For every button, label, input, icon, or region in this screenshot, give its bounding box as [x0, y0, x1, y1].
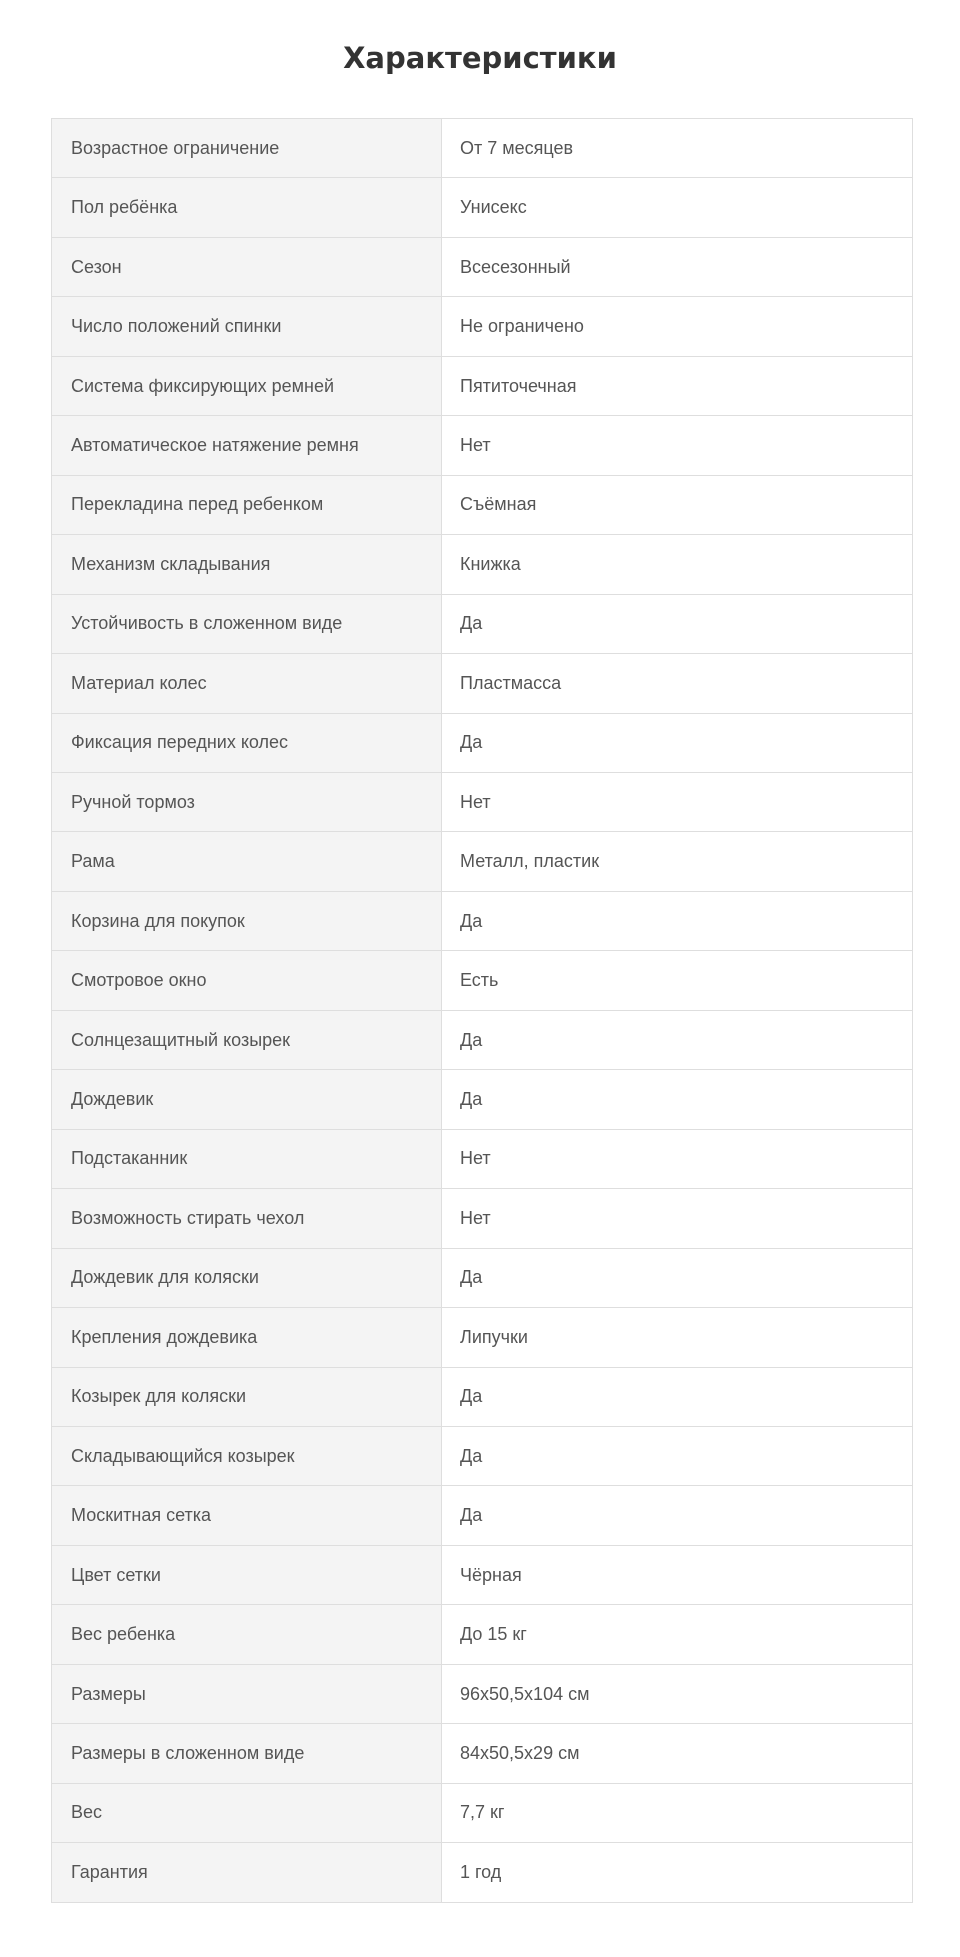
table-row	[52, 1249, 912, 1308]
spec-value: 1 год	[442, 1843, 912, 1901]
spec-label: Механизм складывания	[52, 535, 442, 593]
table-row	[52, 892, 912, 951]
spec-value: Пятиточечная	[442, 357, 912, 415]
table-row	[52, 1843, 912, 1902]
specs-table	[51, 118, 913, 1903]
spec-label: Автоматическое натяжение ремня	[52, 416, 442, 474]
table-row	[52, 297, 912, 356]
spec-value: Да	[442, 1249, 912, 1307]
page-title: Характеристики	[343, 41, 617, 75]
spec-value: Да	[442, 1070, 912, 1128]
table-row	[52, 1427, 912, 1486]
table-row	[52, 714, 912, 773]
table-row	[52, 178, 912, 237]
table-row	[52, 1486, 912, 1545]
spec-value: Металл, пластик	[442, 832, 912, 890]
table-row	[52, 238, 912, 297]
table-row	[52, 535, 912, 594]
spec-value: Нет	[442, 1130, 912, 1188]
spec-label: Ручной тормоз	[52, 773, 442, 831]
table-row	[52, 1724, 912, 1783]
spec-label: Размеры	[52, 1665, 442, 1723]
table-row	[52, 1189, 912, 1248]
spec-label: Материал колес	[52, 654, 442, 712]
spec-label: Складывающийся козырек	[52, 1427, 442, 1485]
spec-label: Крепления дождевика	[52, 1308, 442, 1366]
spec-value: Нет	[442, 1189, 912, 1247]
table-row	[52, 476, 912, 535]
spec-value: Да	[442, 1011, 912, 1069]
table-row	[52, 1605, 912, 1664]
table-row	[52, 1665, 912, 1724]
spec-value: Нет	[442, 416, 912, 474]
spec-value: До 15 кг	[442, 1605, 912, 1663]
spec-value: От 7 месяцев	[442, 119, 912, 177]
spec-value: 7,7 кг	[442, 1784, 912, 1842]
spec-label: Цвет сетки	[52, 1546, 442, 1604]
spec-label: Размеры в сложенном виде	[52, 1724, 442, 1782]
spec-label: Фиксация передних колес	[52, 714, 442, 772]
table-row	[52, 1546, 912, 1605]
spec-label: Рама	[52, 832, 442, 890]
spec-label: Москитная сетка	[52, 1486, 442, 1544]
spec-label: Дождевик	[52, 1070, 442, 1128]
spec-value: Унисекс	[442, 178, 912, 236]
table-row	[52, 951, 912, 1010]
table-row	[52, 595, 912, 654]
spec-value: Не ограничено	[442, 297, 912, 355]
table-row	[52, 1130, 912, 1189]
spec-value: Книжка	[442, 535, 912, 593]
spec-value: Да	[442, 714, 912, 772]
table-row	[52, 119, 912, 178]
table-row	[52, 773, 912, 832]
spec-label: Козырек для коляски	[52, 1368, 442, 1426]
spec-label: Вес ребенка	[52, 1605, 442, 1663]
table-row	[52, 1368, 912, 1427]
spec-label: Солнцезащитный козырек	[52, 1011, 442, 1069]
spec-value: Да	[442, 1368, 912, 1426]
spec-label: Гарантия	[52, 1843, 442, 1901]
spec-value: Съёмная	[442, 476, 912, 534]
table-row	[52, 654, 912, 713]
spec-label: Смотровое окно	[52, 951, 442, 1009]
spec-value: Всесезонный	[442, 238, 912, 296]
spec-value: Да	[442, 595, 912, 653]
table-row	[52, 1784, 912, 1843]
spec-label: Возрастное ограничение	[52, 119, 442, 177]
spec-value: Нет	[442, 773, 912, 831]
spec-value: Да	[442, 892, 912, 950]
spec-value: 96x50,5x104 см	[442, 1665, 912, 1723]
spec-label: Дождевик для коляски	[52, 1249, 442, 1307]
spec-value: 84x50,5x29 см	[442, 1724, 912, 1782]
spec-value: Липучки	[442, 1308, 912, 1366]
spec-value: Есть	[442, 951, 912, 1009]
spec-value: Пластмасса	[442, 654, 912, 712]
spec-label: Перекладина перед ребенком	[52, 476, 442, 534]
table-row	[52, 416, 912, 475]
spec-value: Чёрная	[442, 1546, 912, 1604]
spec-label: Пол ребёнка	[52, 178, 442, 236]
spec-label: Число положений спинки	[52, 297, 442, 355]
spec-label: Возможность стирать чехол	[52, 1189, 442, 1247]
spec-label: Вес	[52, 1784, 442, 1842]
spec-value: Да	[442, 1427, 912, 1485]
table-row	[52, 1308, 912, 1367]
table-row	[52, 832, 912, 891]
table-row	[52, 1011, 912, 1070]
spec-label: Система фиксирующих ремней	[52, 357, 442, 415]
table-row	[52, 357, 912, 416]
spec-label: Корзина для покупок	[52, 892, 442, 950]
spec-label: Подстаканник	[52, 1130, 442, 1188]
spec-label: Устойчивость в сложенном виде	[52, 595, 442, 653]
spec-label: Сезон	[52, 238, 442, 296]
table-row	[52, 1070, 912, 1129]
spec-value: Да	[442, 1486, 912, 1544]
